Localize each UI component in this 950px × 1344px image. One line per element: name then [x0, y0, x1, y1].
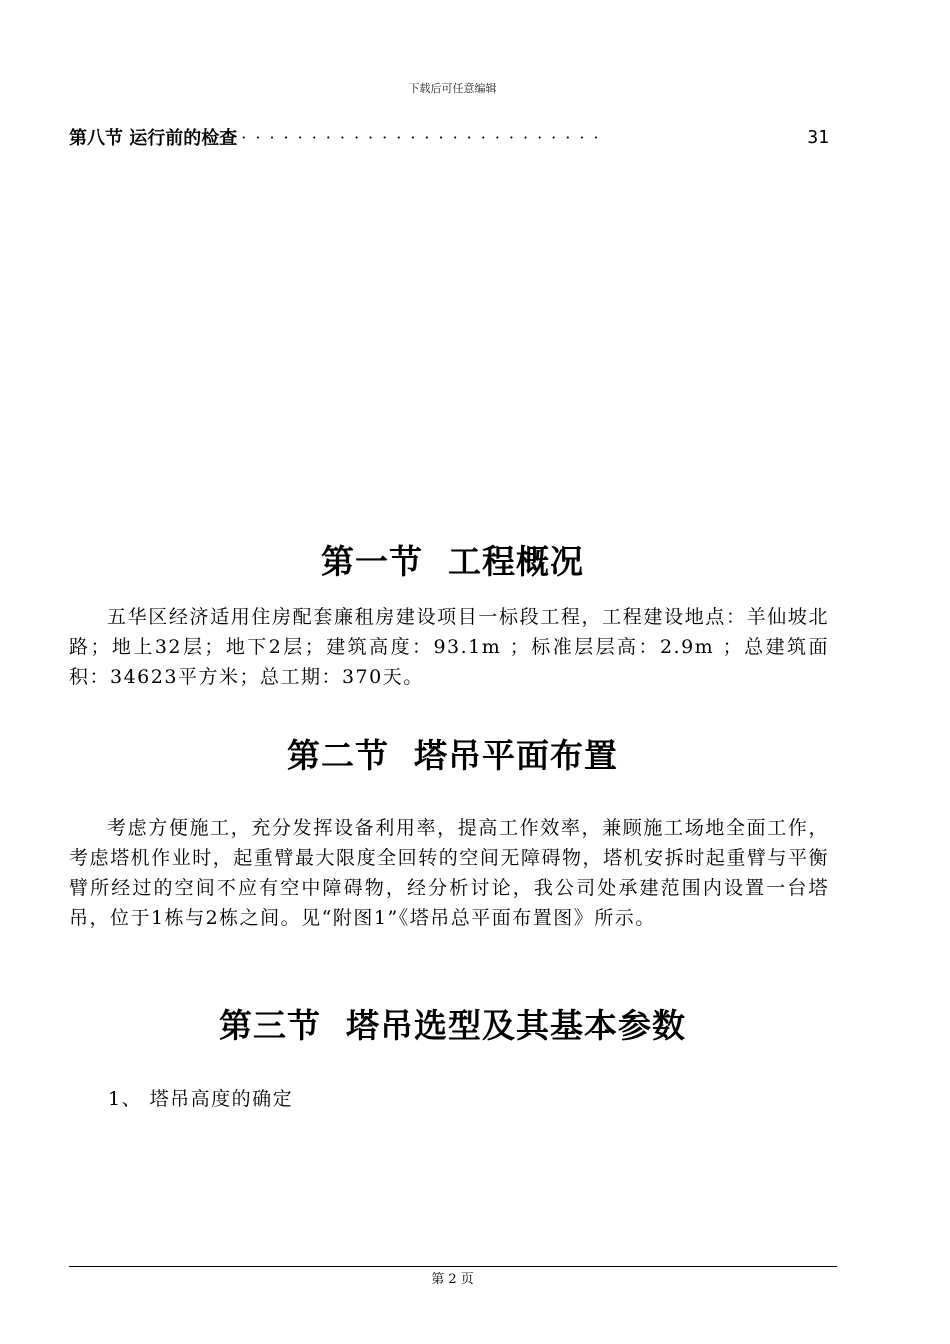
- footer-page-number: 第 2 页: [431, 1272, 474, 1287]
- section-2-paragraph: 考虑方便施工，充分发挥设备利用率，提高工作效率，兼顾施工场地全面工作，考虑塔机作业时，起重臂最大限度全回转的空间无障碍物，塔机安拆时起重臂与平衡臂所经过的空间不应有空中障碍物，经分析讨论，我公司处承建范围内设置一台塔吊，位于1栋与2栋之间。见“附图1”《塔吊总平面布置图》所示。: [69, 817, 829, 929]
- section-1-heading: 第一节 工程概况: [321, 542, 584, 581]
- section-2-heading: 第二节 塔吊平面布置: [287, 736, 618, 775]
- page-header-note: 下载后可任意编辑: [408, 82, 497, 95]
- section-3-item-1: 1、 塔吊高度的确定: [108, 1088, 294, 1110]
- toc-leader-dots: ··························: [241, 127, 608, 147]
- toc-entry-page: 31: [807, 126, 829, 148]
- section-3-heading: 第三节 塔吊选型及其基本参数: [219, 1006, 686, 1045]
- section-1-paragraph: 五华区经济适用住房配套廉租房建设项目一标段工程，工程建设地点：羊仙坡北路；地上32层；地下2层；建筑高度：93.1m ；标准层层高：2.9m ；总建筑面积：34623平方米；总工期：370天。: [69, 606, 829, 688]
- toc-entry-title: 第八节 运行前的检查: [69, 128, 238, 149]
- footer-divider: [69, 1266, 837, 1267]
- toc-entry: [69, 124, 829, 150]
